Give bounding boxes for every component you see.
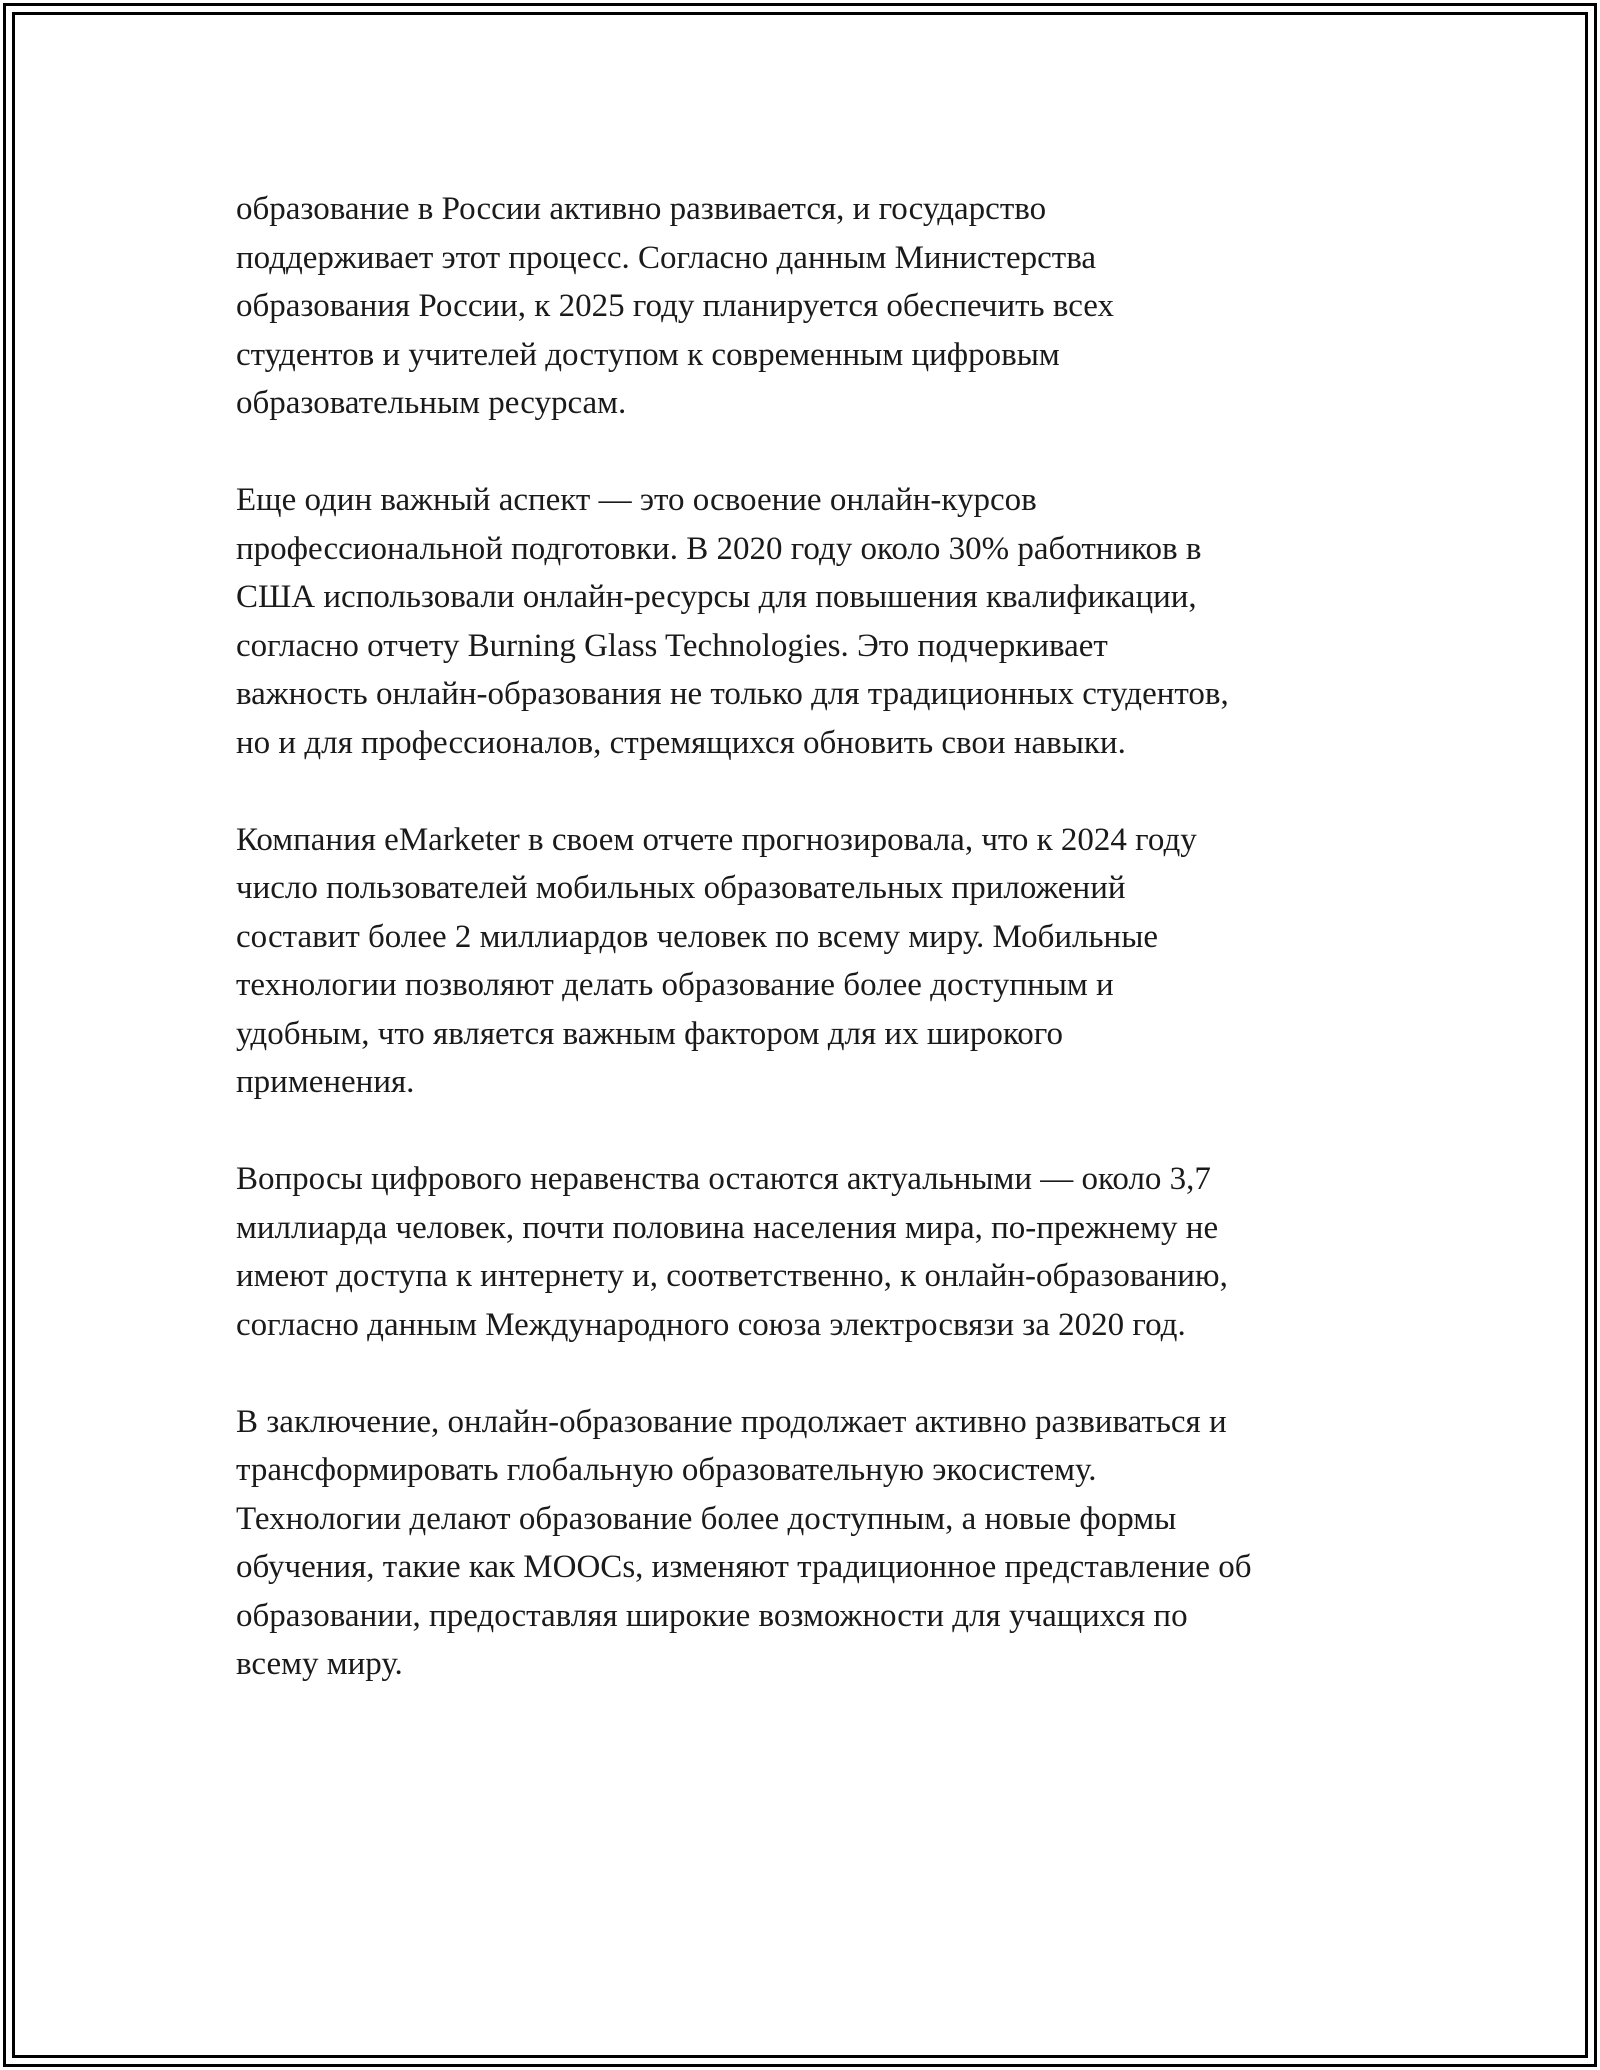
text-line: составит более 2 миллиардов человек по всему миру. Мобильные [236, 918, 1159, 955]
text-line: удобным, что является важным фактором для их широкого [236, 1015, 1063, 1052]
text-line: согласно отчету Burning Glass Technologies. Это подчеркивает [236, 627, 1108, 664]
paragraph [236, 1155, 1366, 1349]
text-line: США использовали онлайн-ресурсы для повышения квалификации, [236, 579, 1197, 615]
text-line: число пользователей мобильных образовательных приложений [236, 870, 1126, 906]
text-line: В заключение, онлайн-образование продолжает активно развиваться и [236, 1403, 1227, 1440]
text-line: имеют доступа к интернету и, соответственно, к онлайн-образованию, [236, 1258, 1228, 1294]
text-line: Компания eMarketer в своем отчете прогнозировала, что к 2024 году [236, 821, 1197, 858]
text-line: образовательным ресурсам. [236, 385, 627, 421]
text-line: трансформировать глобальную образовательную экосистему. [236, 1452, 1097, 1488]
text-line: миллиарда человек, почти половина населения мира, по-прежнему не [236, 1209, 1219, 1246]
text-line: Вопросы цифрового неравенства остаются актуальными — около 3,7 [236, 1161, 1211, 1197]
paragraph [236, 816, 1366, 1107]
text-line: Технологии делают образование более доступным, а новые формы [236, 1500, 1177, 1537]
paragraph [236, 476, 1366, 767]
text-line: применения. [236, 1064, 415, 1100]
paragraph [236, 1398, 1366, 1689]
document-body [236, 185, 1366, 1689]
text-line: студентов и учителей доступом к современным цифровым [236, 336, 1060, 373]
text-line: профессиональной подготовки. В 2020 году около 30% работников в [236, 530, 1202, 567]
text-line: образование в России активно развивается, и государство [236, 191, 1047, 227]
text-line: образовании, предоставляя широкие возможности для учащихся по [236, 1597, 1188, 1634]
text-line: но и для профессионалов, стремящихся обновить свои навыки. [236, 724, 1126, 761]
text-line: важность онлайн-образования не только для традиционных студентов, [236, 676, 1229, 712]
text-line: согласно данным Международного союза электросвязи за 2020 год. [236, 1306, 1186, 1343]
text-line: поддерживает этот процесс. Согласно данным Министерства [236, 239, 1096, 276]
paragraph [236, 185, 1366, 428]
text-line: образования России, к 2025 году планируется обеспечить всех [236, 288, 1114, 324]
text-line: Еще один важный аспект — это освоение онлайн-курсов [236, 482, 1037, 518]
text-line: всему миру. [236, 1646, 403, 1682]
text-line: обучения, такие как MOOCs, изменяют традиционное представление об [236, 1549, 1252, 1585]
text-line: технологии позволяют делать образование более доступным и [236, 967, 1114, 1003]
